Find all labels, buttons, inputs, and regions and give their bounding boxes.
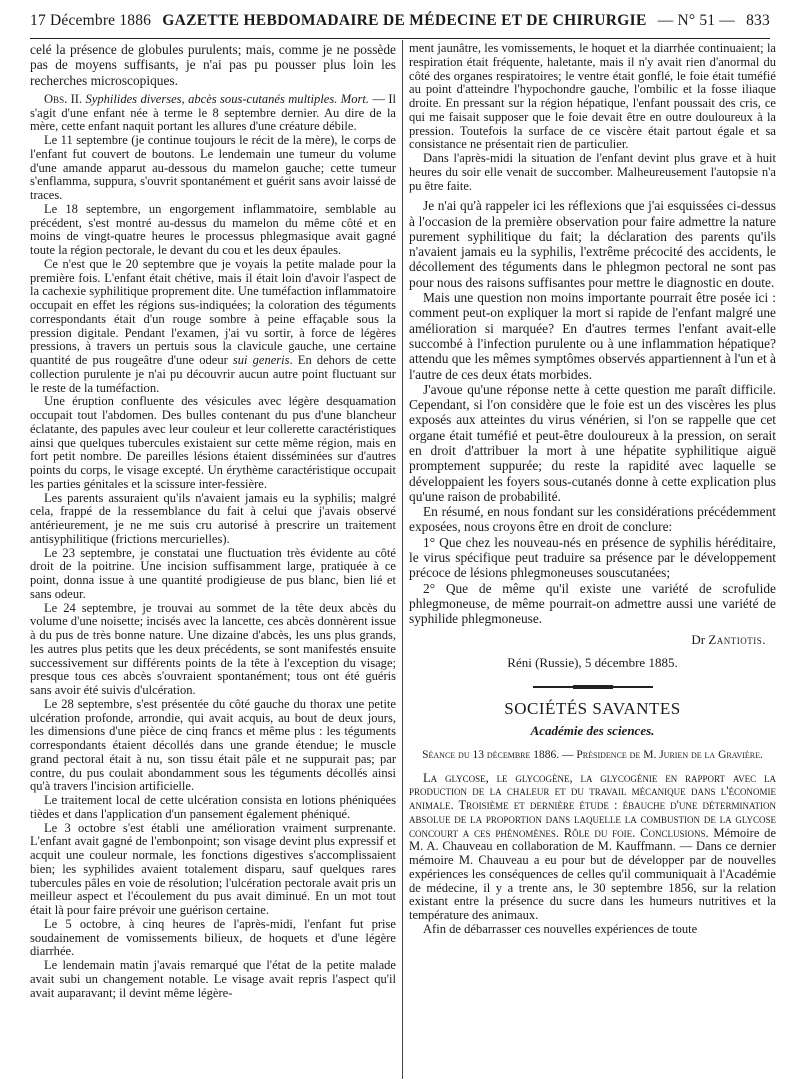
paragraph-text: 1° Que chez les nouveau-nés en présence de syphilis héréditaire, le virus spécifique peut traduire sa présence par le développement précoce de lésions phlegmoneuses souscutanées; [409,534,776,581]
left-column [30,42,396,1079]
paragraph-text: J'avoue qu'une réponse nette à cette question me paraît difficile. Cependant, si l'on considère que le foie est un des viscères les plus exposés aux atteintes du virus vénérien, si l'on se rappelle que cet organe était tuméfié et peut-être douloureux à la pression, on serait en droit d'attribuer la mort à une hépatite syphilitique aiguë promptement suppurée; du reste la rapidité avec laquelle se développaient les foyers sous-cutanés donne à cette explication plus qu'une raison de probabilité. [409,381,776,504]
paragraph-text: Le 18 septembre, un engorgement inflammatoire, semblable au précédent, s'est montré au-dessus du mamelon du même côté et en moins de vingt-quatre heures le processus phlegmasique avait gagné toute la région pectorale, le devant du cou et les deux épaules. [30,201,396,258]
paragraph [409,772,776,923]
journal-title: GAZETTE HEBDOMADAIRE DE MÉDECINE ET DE CHIRURGIE [162,12,647,29]
paragraph [409,923,776,937]
paragraph [30,959,396,1000]
paragraph-text: celé la présence de globules purulents; mais, comme je ne possède pas de moyens suffisants, je n'ai pas pu pousser plus loin les recherches microscopiques. [30,42,396,88]
paragraph-text: ment jaunâtre, les vomissements, le hoquet et la diarrhée continuaient; la respiration était fréquente, haletante, mais il n'y avait rien d'anormal du côté des organes respiratoires; le ventre était gonflé, le foie était tuméfié au point d'atteindre l'hypochondre gauche, l'ombilic et la fosse iliaque droite. En pressant sur la région hépatique, l'enfant poussait des cris, ce qui me faisait supposer que le foie devait être en outre douloureux à la pression. Toutefois la surface de ce viscère était partout égale et sa consistance ne présentait rien de particulier. [409,42,776,152]
paragraph-text: Le 5 octobre, à cinq heures de l'après-midi, l'enfant fut prise soudainement de vomissements bilieux, de hoquets et d'une légère diarrhée. [30,916,396,959]
paragraph [30,547,396,602]
paragraph-text: En résumé, en nous fondant sur les considérations précédemment exposées, nous croyons être en droit de conclure: [409,504,776,535]
paragraph-text: Le traitement local de cette ulcération consista en lotions phéniquées tièdes et dans l'application d'un pansement également phéniqué. [30,793,396,821]
paragraph [30,822,396,918]
paragraph-text: 2° Que de même qu'il existe une variété de scrofulide phlegmoneuse, de même pourrait-on admettre aussi une variété de syphilide phlegmoneuse. [409,580,776,627]
paragraph [30,203,396,258]
paragraph-text: Le 3 octobre s'est établi une amélioration vraiment surprenante. L'enfant avait gagné de l'embonpoint; son visage devint plus expressif et acquit une couleur normale, les fonctions digestives s'accomplissaient bien; les syphilides avaient totalement disparu, sauf quelques rares tubercules pâles en voie de résolution; l'ulcération pectorale avait pris un meilleur aspect et l'écoulement du pus avait diminué. En un mot tout était là pour faire prévoir une guérison certaine. [30,820,396,918]
paragraph [409,290,776,382]
paper-title: La glycose, le glycogène, la glycogénie en rapport avec la production de la chaleur et du travail mécanique dans l'économie animale. Troisième et dernière étude : ébauche d'une détermination absolue de la proportion dans laquelle la combustion de la glycose concourt a ces phénomènes. Rôle du foie. Conclusions. [409,770,776,840]
column-divider [402,40,403,1079]
paragraph-text: Le 28 septembre, s'est présentée du côté gauche du thorax une petite ulcération profonde, arrondie, qui avait acquis, au bout de deux jours, les dimensions d'une pièce de cinq francs et même plus : les téguments correspondants étaient décollés dans une grande étendue; le muscle grand pectoral était à nu, son tissu était pâle et ne suppurait pas; par contre, du pus coulait abondamment sous les téguments décollés ainsi qu'à travers l'incision artificielle. [30,696,396,794]
paragraph [30,492,396,547]
issue-number: — N° 51 — [657,12,736,29]
article-continuation [409,42,776,627]
paragraph [30,93,396,134]
paragraph [30,258,396,396]
paragraph [30,794,396,822]
paragraph [409,535,776,581]
section-separator [533,686,653,688]
paragraph-text: Le 24 septembre, je trouvai au sommet de la tête deux abcès du volume d'une noisette; incisés avec la lancette, ces abcès donnèrent issue à du pus de très bonne nature. Une dizaine d'abcès, les uns plus grands, les autres plus petits que les deux précédents, se sont manifestés ensuite successivement sur différents points de la tête à l'exception du visage; presque tous ces abcès s'ouvraient spontanément; tous ont été guéris sans avoir été suivis d'ulcération. [30,600,396,698]
paragraph-text: Dans l'après-midi la situation de l'enfant devint plus grave et à huit heures du soir elle venait de succomber. Malheureusement l'autopsie n'a pu être faite. [409,151,776,193]
paragraph-text: Les parents assuraient qu'ils n'avaient jamais eu la syphilis; malgré cela, frappé de la ressemblance du fait à celui que j'avais observé antérieurement, je ne me suis cru autorisé à prescrire un traitement antisyphilitique (frictions mercurielles). [30,490,396,546]
paragraph-text: Afin de débarrasser ces nouvelles expériences de toute [423,921,698,936]
right-column [409,42,776,1079]
academy-report [409,772,776,937]
observation-title: Syphilides diverses, abcès sous-cutanés multiples. Mort. [85,91,369,106]
paragraph [30,698,396,794]
paragraph [409,42,776,152]
paragraph [30,602,396,698]
section-title: SOCIÉTÉS SAVANTES [504,699,681,719]
observation-label: Obs. II. [44,91,83,106]
paragraph [30,42,396,88]
paragraph-text: Le 23 septembre, je constatai une fluctuation très évidente au côté droit de la poitrine. Une incision suffisamment large, pratiquée à ce point, donna issue à une quantité prodigieuse de pus blanc, bien lié et sans odeur. [30,545,396,601]
emphasis: sui generis [232,353,290,368]
paragraph [409,504,776,535]
paragraph [409,152,776,193]
header-rule [30,38,770,39]
paragraph [30,395,396,491]
author-signature [409,633,766,647]
paragraph [409,382,776,504]
section-subtitle: Académie des sciences. [530,722,655,738]
signature-prefix: Dr [691,631,706,647]
paragraph-text: — Il s'agit d'une enfant née à terme le 8 septembre dernier. Au dire de la mère, cette enfant naquit portant les allures d'une créature débile. [30,91,396,134]
paragraph [30,918,396,959]
page-header [30,12,770,36]
paragraph [409,581,776,627]
paragraph-text: — Dans ce dernier mémoire M. Chauveau a eu pour but de développer par de nouvelles expériences les conséquences de celles qu'il communiquait à l'Académie de médecine, il y a trente ans, le 30 septembre 1856, sur la relation existant entre la présence du sucre dans les humeurs nutritives et la température des animaux. [409,839,776,923]
paragraph [409,198,776,290]
seance-line: Séance du 13 décembre 1886. — Présidence de M. Jurien de la Gravière. [422,748,763,761]
paragraph-text: Ce n'est que le 20 septembre que je voyais la petite malade pour la première fois. L'enfant était chétive, mais il était loin d'avoir l'aspect de la cachexie syphilitique proprement dite. Une tuméfaction inflammatoire occupait en effet les régions sus-indiquées; la coloration des téguments correspondants était d'un rouge sombre à peine effaçable sous la pression digitale. Pendant l'examen, j'ai vu sortir, à force de légères pressions, à travers un pertuis sous la clavicule gauche, une certaine quantité de pus rougeâtre d'une odeur [30,256,396,368]
paper-authors: Mémoire de M. A. Chauveau en collaboration de M. Kauffmann. [409,825,776,854]
paragraph-text: Le lendemain matin j'avais remarqué que l'état de la petite malade avait subi un changement notable. Le visage avait repris l'aspect qu'il avait auparavant; il devint même légère- [30,958,396,1000]
paragraph-text: Mais une question non moins importante pourrait être posée ici : comment peut-on expliquer la mort si rapide de l'enfant malgré une amélioration si marquée? En d'autres termes l'enfant avait-elle succombé à l'infection purulente ou à une inflammation hépatique? attendu que les mêmes symptômes observés appartiennent à l'un et à l'autre de ces deux états morbides. [409,290,776,382]
paragraph [30,134,396,203]
page-number: 833 [746,12,770,29]
paragraph-text: Une éruption confluente des vésicules avec légère desquamation occupait tout l'abdomen. Des bulles contenant du pus d'une blancheur éclatante, des papules avec leur couleur et leur collerette caractéristiques ainsi que quelques tubercules existaient sur cette même région, mais en fort petit nombre. De pareilles lésions étaient disséminées sur d'autres points du corps, le visage excepté. Un érythème caractéristique occupait les parties génitales et la scissure inter-fessière. [30,394,396,491]
signature-name: Zantiotis. [708,631,766,647]
paragraph-text: Je n'ai qu'à rappeler ici les réflexions que j'ai esquissées ci-dessus à l'occasion de la première observation pour faire admettre la nature purement syphilitique du fait; la déclaration des parents qu'ils n'avaient jamais eu la syphilis, l'extrême précocité des accidents, le décollement des téguments dans le phlegmon pectoral ne sont pas pour nous des raisons suffisantes pour mettre le diagnostic en doute. [409,198,776,290]
paragraph-text: . En dehors de cette collection purulente je n'ai pu découvrir aucun autre point fluctuant sur le reste de la tuméfaction. [30,353,396,395]
place-date: Réni (Russie), 5 décembre 1885. [507,655,678,671]
header-date: 17 Décembre 1886 [30,12,152,29]
paragraph-text: Le 11 septembre (je continue toujours le récit de la mère), le corps de l'enfant fut couvert de boutons. Le lendemain une tumeur du volume d'une amande apparut au-dessous du mamelon gauche; cette tumeur s'enflamma, suppura, s'ouvrit spontanément et guérit sans avoir laissé de traces. [30,133,396,203]
